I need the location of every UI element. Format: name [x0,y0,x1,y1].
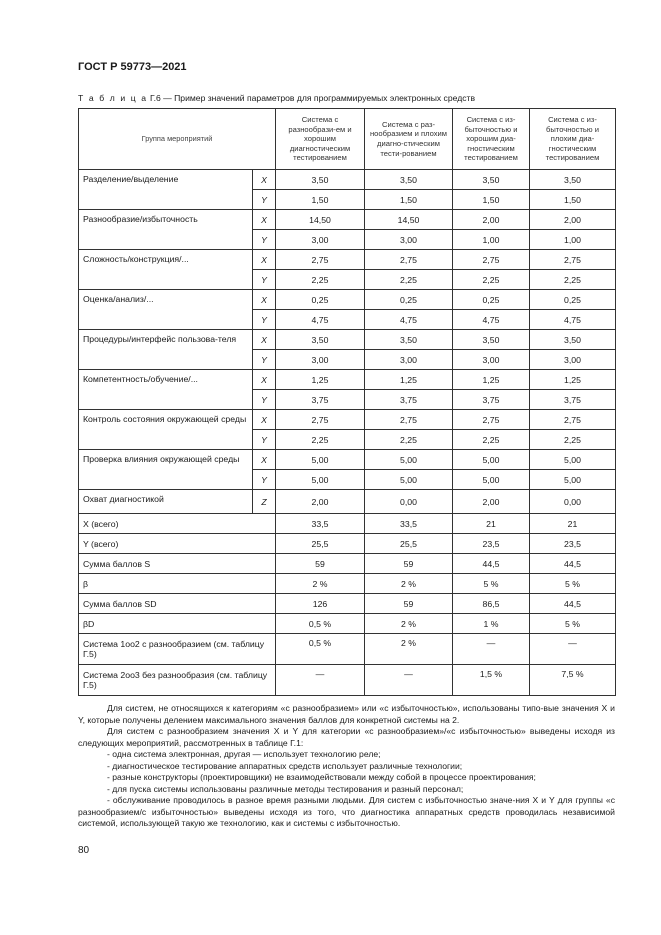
summary-value-cell: 33,5 [365,514,453,534]
variable-cell: Y [253,350,276,370]
note-list-item: - для пуска системы использованы различные методы тестирования и разный персонал; [107,783,464,794]
summary-value-cell: 7,5 % [530,665,616,696]
summary-row [79,554,616,574]
table-row [79,170,616,190]
value-cell: 3,50 [453,170,530,190]
value-cell: 0,00 [530,490,616,514]
summary-value-cell: 5 % [530,574,616,594]
summary-value-cell: 86,5 [453,594,530,614]
value-cell: 1,50 [365,190,453,210]
variable-cell: Y [253,470,276,490]
value-cell: 2,75 [453,410,530,430]
summary-value-cell: 2 % [365,614,453,634]
header-col-3: Система с из-быточностью и хорошим диа-гностическим тестированием [453,109,530,170]
summary-label-cell: Сумма баллов SD [79,594,276,614]
summary-value-cell: 2 % [365,574,453,594]
value-cell: 1,00 [453,230,530,250]
value-cell: 4,75 [365,310,453,330]
header-col-2: Система с раз-нообразием и плохим диагно-стическим тести-рованием [365,109,453,170]
table-row [79,370,616,390]
note-paragraph: Для систем, не относящихся к категориям «с разнообразием» или «с избыточностью», использованы типо-вые значения X и Y, которые получены делением максимального значения баллов для конкретной системы на 2. [78,703,615,725]
value-cell: 5,00 [365,470,453,490]
variable-cell: X [253,290,276,310]
value-cell: 2,25 [530,430,616,450]
value-cell: 2,00 [453,210,530,230]
value-cell: 14,50 [276,210,365,230]
value-cell: 14,50 [365,210,453,230]
value-cell: 3,75 [453,390,530,410]
summary-label-cell: Система 2oo3 без разнообразия (см. таблицу Г.5) [79,665,276,696]
header-col-1: Система с разнообрази-ем и хорошим диагностическим тестированием [276,109,365,170]
summary-value-cell: 0,5 % [276,614,365,634]
value-cell: 4,75 [453,310,530,330]
summary-value-cell: 33,5 [276,514,365,534]
summary-value-cell: 5 % [530,614,616,634]
table-header-row [79,109,616,170]
value-cell: 2,00 [453,490,530,514]
summary-value-cell: — [530,634,616,665]
group-name-cell: Разделение/выделение [79,170,253,210]
summary-value-cell: — [365,665,453,696]
value-cell: 2,00 [276,490,365,514]
group-name-cell: Оценка/анализ/... [79,290,253,330]
value-cell: 4,75 [530,310,616,330]
value-cell: 3,50 [530,330,616,350]
summary-value-cell: 2 % [365,634,453,665]
summary-value-cell: 59 [276,554,365,574]
page-number: 80 [78,845,90,856]
value-cell: 2,25 [365,270,453,290]
group-name-cell: Разнообразие/избыточность [79,210,253,250]
value-cell: 1,00 [530,230,616,250]
table-row [79,250,616,270]
notes-block [78,703,615,830]
summary-value-cell: 23,5 [530,534,616,554]
summary-label-cell: β [79,574,276,594]
table-row [79,290,616,310]
variable-cell: X [253,450,276,470]
summary-value-cell: — [453,634,530,665]
value-cell: 2,75 [365,410,453,430]
value-cell: 2,75 [276,410,365,430]
value-cell: 5,00 [530,450,616,470]
summary-value-cell: 21 [453,514,530,534]
value-cell: 2,75 [276,250,365,270]
summary-label-cell: Сумма баллов S [79,554,276,574]
group-name-cell: Контроль состояния окружающей среды [79,410,253,450]
header-col-4: Система с из-быточностью и плохим диа-гностическим тестированием [530,109,616,170]
summary-value-cell: 21 [530,514,616,534]
value-cell: 2,25 [276,270,365,290]
value-cell: 0,25 [453,290,530,310]
value-cell: 3,50 [365,330,453,350]
summary-label-cell: βD [79,614,276,634]
value-cell: 2,75 [453,250,530,270]
summary-row [79,665,616,696]
value-cell: 2,25 [365,430,453,450]
value-cell: 3,50 [276,170,365,190]
value-cell: 2,25 [453,430,530,450]
table-row [79,210,616,230]
summary-row [79,514,616,534]
parameters-table [78,108,616,696]
summary-value-cell: 25,5 [365,534,453,554]
note-list-item: - диагностическое тестирование аппаратных средств использует различные технологии; [107,760,463,771]
variable-cell: X [253,250,276,270]
value-cell: 1,25 [365,370,453,390]
caption-label: Т а б л и ц а [78,93,148,103]
variable-cell: Y [253,390,276,410]
summary-value-cell: 44,5 [530,554,616,574]
variable-cell: Y [253,190,276,210]
variable-cell: Y [253,430,276,450]
value-cell: 5,00 [365,450,453,470]
table-caption [78,93,475,103]
summary-row [79,634,616,665]
summary-row [79,574,616,594]
value-cell: 2,00 [530,210,616,230]
value-cell: 1,50 [276,190,365,210]
variable-cell: Y [253,310,276,330]
variable-cell: Y [253,230,276,250]
value-cell: 1,50 [453,190,530,210]
summary-value-cell: 23,5 [453,534,530,554]
variable-cell: Z [253,490,276,514]
note-list-item: - одна система электронная, другая — использует технологию реле; [107,749,381,759]
group-name-cell: Процедуры/интерфейс пользова-теля [79,330,253,370]
group-name-cell: Сложность/конструкция/... [79,250,253,290]
summary-value-cell: 0,5 % [276,634,365,665]
table-row [79,410,616,430]
value-cell: 1,50 [530,190,616,210]
note-list-item: - обслуживание проводилось в разное время разными людьми. Для систем с избыточностью значе-ния X и Y для группы «с разнообразием/с избыточностью» выведены исходя из того, что диагностика аппаратных средств проводилась независимой системой, использующей такую же технологию, как и системы с избыточностью. [78,795,615,828]
note-paragraph: Для систем с разнообразием значения X и Y для категории «с разнообразием»/«с избыточностью» выведены исходя из следующих мероприятий, рассмотренных в таблице Г.1: [78,726,615,748]
value-cell: 5,00 [453,450,530,470]
value-cell: 5,00 [276,470,365,490]
summary-value-cell: 59 [365,594,453,614]
summary-value-cell: — [276,665,365,696]
value-cell: 5,00 [453,470,530,490]
caption-text: Г.6 — Пример значений параметров для программируемых электронных средств [147,93,476,103]
summary-value-cell: 44,5 [530,594,616,614]
value-cell: 5,00 [530,470,616,490]
summary-value-cell: 1,5 % [453,665,530,696]
group-name-cell: Проверка влияния окружающей среды [79,450,253,490]
value-cell: 1,25 [530,370,616,390]
value-cell: 1,25 [276,370,365,390]
value-cell: 3,75 [365,390,453,410]
summary-value-cell: 59 [365,554,453,574]
value-cell: 3,50 [365,170,453,190]
group-name-cell: Компетентность/обучение/... [79,370,253,410]
summary-label-cell: Y (всего) [79,534,276,554]
value-cell: 2,75 [365,250,453,270]
value-cell: 3,00 [365,230,453,250]
value-cell: 3,50 [530,170,616,190]
value-cell: 5,00 [276,450,365,470]
value-cell: 2,25 [453,270,530,290]
variable-cell: X [253,170,276,190]
note-list-item: - разные конструкторы (проектировщики) не взаимодействовали между собой в процессе проектирования; [107,772,536,782]
value-cell: 3,75 [276,390,365,410]
summary-value-cell: 2 % [276,574,365,594]
value-cell: 1,25 [453,370,530,390]
value-cell: 3,00 [453,350,530,370]
variable-cell: X [253,410,276,430]
summary-label-cell: X (всего) [79,514,276,534]
value-cell: 2,25 [530,270,616,290]
summary-value-cell: 44,5 [453,554,530,574]
value-cell: 3,00 [276,230,365,250]
table-row [79,490,616,514]
value-cell: 2,75 [530,250,616,270]
value-cell: 2,25 [276,430,365,450]
summary-label-cell: Система 1oo2 с разнообразием (см. таблицу Г.5) [79,634,276,665]
variable-cell: Y [253,270,276,290]
table-body [79,170,616,696]
value-cell: 2,75 [530,410,616,430]
summary-row [79,614,616,634]
value-cell: 0,25 [276,290,365,310]
table-row [79,450,616,470]
value-cell: 0,25 [365,290,453,310]
summary-value-cell: 25,5 [276,534,365,554]
value-cell: 0,25 [530,290,616,310]
value-cell: 3,00 [276,350,365,370]
value-cell: 0,00 [365,490,453,514]
value-cell: 3,00 [365,350,453,370]
value-cell: 3,00 [530,350,616,370]
variable-cell: X [253,370,276,390]
summary-value-cell: 126 [276,594,365,614]
table-row [79,330,616,350]
summary-row [79,534,616,554]
group-name-cell: Охват диагностикой [79,490,253,514]
summary-value-cell: 1 % [453,614,530,634]
variable-cell: X [253,210,276,230]
value-cell: 3,75 [530,390,616,410]
header-group: Группа мероприятий [79,109,276,170]
variable-cell: X [253,330,276,350]
value-cell: 4,75 [276,310,365,330]
summary-value-cell: 5 % [453,574,530,594]
document-header: ГОСТ Р 59773—2021 [78,61,187,73]
summary-row [79,594,616,614]
value-cell: 3,50 [276,330,365,350]
value-cell: 3,50 [453,330,530,350]
